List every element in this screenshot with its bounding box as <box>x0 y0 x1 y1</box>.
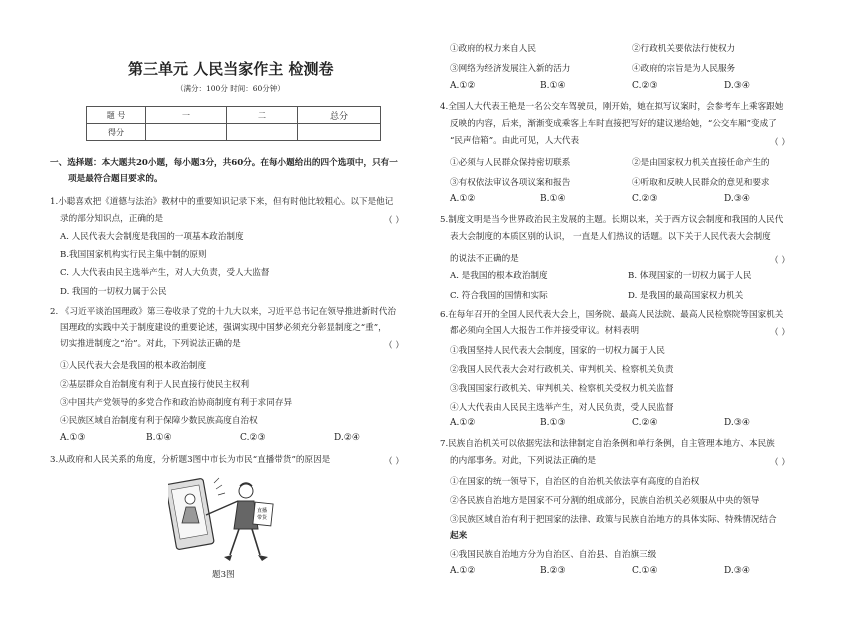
q4-statement-4: ④听取和反映人民群众的意见和要求 <box>632 178 770 188</box>
q4-statement-1: ①必须与人民群众保持密切联系 <box>450 158 571 168</box>
section-heading-cont: 项是最符合题目要求的。 <box>68 174 163 184</box>
q4-option-d[interactable]: D.③④ <box>724 194 750 204</box>
q5-stem: 5.制度文明是当今世界政治民主发展的主题。长期以来，关于西方议会制度和我国的人民代 <box>440 215 784 225</box>
score-table <box>86 106 381 141</box>
q7-statement-3-cont: 起来 <box>450 531 468 541</box>
q2-answer-blank[interactable]: （ ） <box>384 341 404 351</box>
q4-option-c[interactable]: C.②③ <box>632 194 658 204</box>
q5-option-b[interactable]: B. 体现国家的一切权力属于人民 <box>628 271 752 281</box>
q1-option-c[interactable]: C. 人大代表由民主选举产生，对人大负责，受人大监督 <box>60 268 270 278</box>
q3-option-b[interactable]: B.①④ <box>540 81 566 91</box>
q1-stem-cont: 录的部分知识点，正确的是 <box>60 214 164 224</box>
q2-statement-3: ③中国共产党领导的多党合作和政治协商制度有利于求同存异 <box>60 398 293 408</box>
table-cell: 得分 <box>87 124 146 141</box>
table-row <box>87 107 381 124</box>
q7-stem-cont: 的内部事务。对此，下列说法正确的是 <box>450 456 597 466</box>
q4-statement-3: ③有权依法审议各项议案和报告 <box>450 178 571 188</box>
q1-answer-blank[interactable]: （ ） <box>384 216 404 226</box>
q2-stem-cont: 国理政的实践中关于制度建设的重要论述，强调实现中国梦必须充分彰显制度之“重”， <box>60 323 387 333</box>
q5-option-a[interactable]: A. 是我国的根本政治制度 <box>450 271 548 281</box>
q6-stem: 6.在每年召开的全国人民代表大会上，国务院、最高人民法院、最高人民检察院等国家机关 <box>440 310 784 320</box>
q6-option-b[interactable]: B.①③ <box>540 418 566 428</box>
q4-answer-blank[interactable]: （ ） <box>770 138 790 148</box>
q5-answer-blank[interactable]: （ ） <box>770 256 790 266</box>
q5-stem-cont2: 的说法不正确的是 <box>450 254 519 264</box>
q3-cartoon-illustration <box>168 475 278 571</box>
q2-stem: 2. 《习近平谈治国理政》第三卷收录了党的十九大以来，习近平总书记在领导推进新时代治 <box>50 307 397 317</box>
q2-stem-cont2: 切实推进制度之“治”。对此，下列说法正确的是 <box>60 339 241 349</box>
q1-option-b[interactable]: B.我国国家机构实行民主集中制的原则 <box>60 250 207 260</box>
q2-option-a[interactable]: A.①③ <box>60 433 86 443</box>
score-cell[interactable] <box>227 124 298 141</box>
q4-option-a[interactable]: A.①② <box>450 194 476 204</box>
table-cell: 一 <box>146 107 227 124</box>
q1-option-d[interactable]: D. 我国的一切权力属于公民 <box>60 287 167 297</box>
q4-stem-cont2: “民声信箱”。由此可见，人大代表 <box>450 136 580 146</box>
q4-option-b[interactable]: B.①④ <box>540 194 566 204</box>
q4-stem: 4.全国人大代表王艳是一名公交车驾驶员，刚开始，她在拟写议案时，会参考车上乘客跟她 <box>440 102 784 112</box>
q2-statement-2: ②基层群众自治制度有利于人民直接行使民主权利 <box>60 380 250 390</box>
q3-cartoon-sign-top: 直播 <box>257 508 268 514</box>
q6-statement-4: ④人大代表由人民民主选举产生，对人民负责，受人民监督 <box>450 403 674 413</box>
q3-statement-3: ③网络为经济发展注入新的活力 <box>450 64 571 74</box>
q7-option-b[interactable]: B.②③ <box>540 566 566 576</box>
q6-statement-1: ①我国坚持人民代表大会制度，国家的一切权力属于人民 <box>450 346 665 356</box>
q1-option-a[interactable]: A. 人民代表大会制度是我国的一项基本政治制度 <box>60 232 244 242</box>
q3-option-a[interactable]: A.①② <box>450 81 476 91</box>
q6-option-c[interactable]: C.②④ <box>632 418 658 428</box>
q2-option-b[interactable]: B.①④ <box>146 433 172 443</box>
q2-option-c[interactable]: C.②③ <box>240 433 266 443</box>
q7-option-d[interactable]: D.③④ <box>724 566 750 576</box>
q3-stem: 3.从政府和人民关系的角度，分析题3图中市长为市民“直播带货”的原因是 <box>50 455 331 465</box>
q6-option-d[interactable]: D.③④ <box>724 418 750 428</box>
score-cell[interactable] <box>146 124 227 141</box>
q6-stem-cont: 都必须向全国人大报告工作并接受审议。材料表明 <box>450 326 640 336</box>
q7-statement-4: ④我国民族自治地方分为自治区、自治县、自治旗三级 <box>450 550 657 560</box>
q4-stem-cont: 反映的内容，后来，渐渐变成乘客上车时直接把写好的建议递给她，“公交车厢”变成了 <box>450 119 777 129</box>
q4-statement-2: ②是由国家权力机关直接任命产生的 <box>632 158 770 168</box>
q3-option-d[interactable]: D.③④ <box>724 81 750 91</box>
q6-answer-blank[interactable]: （ ） <box>770 328 790 338</box>
q3-figure-caption: 题3图 <box>212 570 235 580</box>
q7-statement-2: ②各民族自治地方是国家不可分割的组成部分，民族自治机关必须服从中央的领导 <box>450 496 760 506</box>
q1-stem: 1.小聪喜欢把《道德与法治》教材中的重要知识记录下来，但有时他比较粗心。以下是他记 <box>50 197 394 207</box>
section-heading: 一、选择题：本大题共20小题，每小题3分，共60分。在每小题给出的四个选项中，只有一 <box>50 158 398 168</box>
q3-statement-4: ④政府的宗旨是为人民服务 <box>632 64 736 74</box>
q6-statement-2: ②我国人民代表大会对行政机关、审判机关、检察机关负责 <box>450 365 674 375</box>
page-subtitle: （满分：100分 时间：60分钟） <box>176 84 285 93</box>
q7-option-c[interactable]: C.①④ <box>632 566 658 576</box>
q6-option-a[interactable]: A.①② <box>450 418 476 428</box>
q5-option-d[interactable]: D. 是我国的最高国家权力机关 <box>628 291 744 301</box>
score-cell[interactable] <box>298 124 381 141</box>
page-title: 第三单元 人民当家作主 检测卷 <box>128 60 334 78</box>
q2-statement-4: ④民族区域自治制度有利于保障少数民族高度自治权 <box>60 416 258 426</box>
q5-option-c[interactable]: C. 符合我国的国情和实际 <box>450 291 548 301</box>
q2-option-d[interactable]: D.②④ <box>334 433 360 443</box>
q3-statement-2: ②行政机关要依法行使权力 <box>632 44 736 54</box>
table-cell: 题 号 <box>87 107 146 124</box>
q2-statement-1: ①人民代表大会是我国的根本政治制度 <box>60 361 207 371</box>
q3-cartoon-sign-bottom: 带货 <box>257 515 268 521</box>
table-cell: 二 <box>227 107 298 124</box>
table-cell: 总分 <box>298 107 381 124</box>
q3-option-c[interactable]: C.②③ <box>632 81 658 91</box>
q7-statement-1: ①在国家的统一领导下，自治区的自治机关依法享有高度的自治权 <box>450 477 700 487</box>
q3-answer-blank[interactable]: （ ） <box>384 457 404 467</box>
q7-statement-3: ③民族区域自治有利于把国家的法律、政策与民族自治地方的具体实际、特殊情况结合 <box>450 515 777 525</box>
q3-statement-1: ①政府的权力来自人民 <box>450 44 536 54</box>
q7-stem: 7.民族自治机关可以依据宪法和法律制定自治条例和单行条例，自主管理本地方、本民族 <box>440 439 775 449</box>
table-row <box>87 124 381 141</box>
q7-answer-blank[interactable]: （ ） <box>770 458 790 468</box>
q7-option-a[interactable]: A.①② <box>450 566 476 576</box>
q6-statement-3: ③我国国家行政机关、审判机关、检察机关受权力机关监督 <box>450 384 674 394</box>
q5-stem-cont: 表大会制度的本质区别的认识， 一直是人们热议的话题。以下关于人民代表大会制度 <box>450 232 771 242</box>
